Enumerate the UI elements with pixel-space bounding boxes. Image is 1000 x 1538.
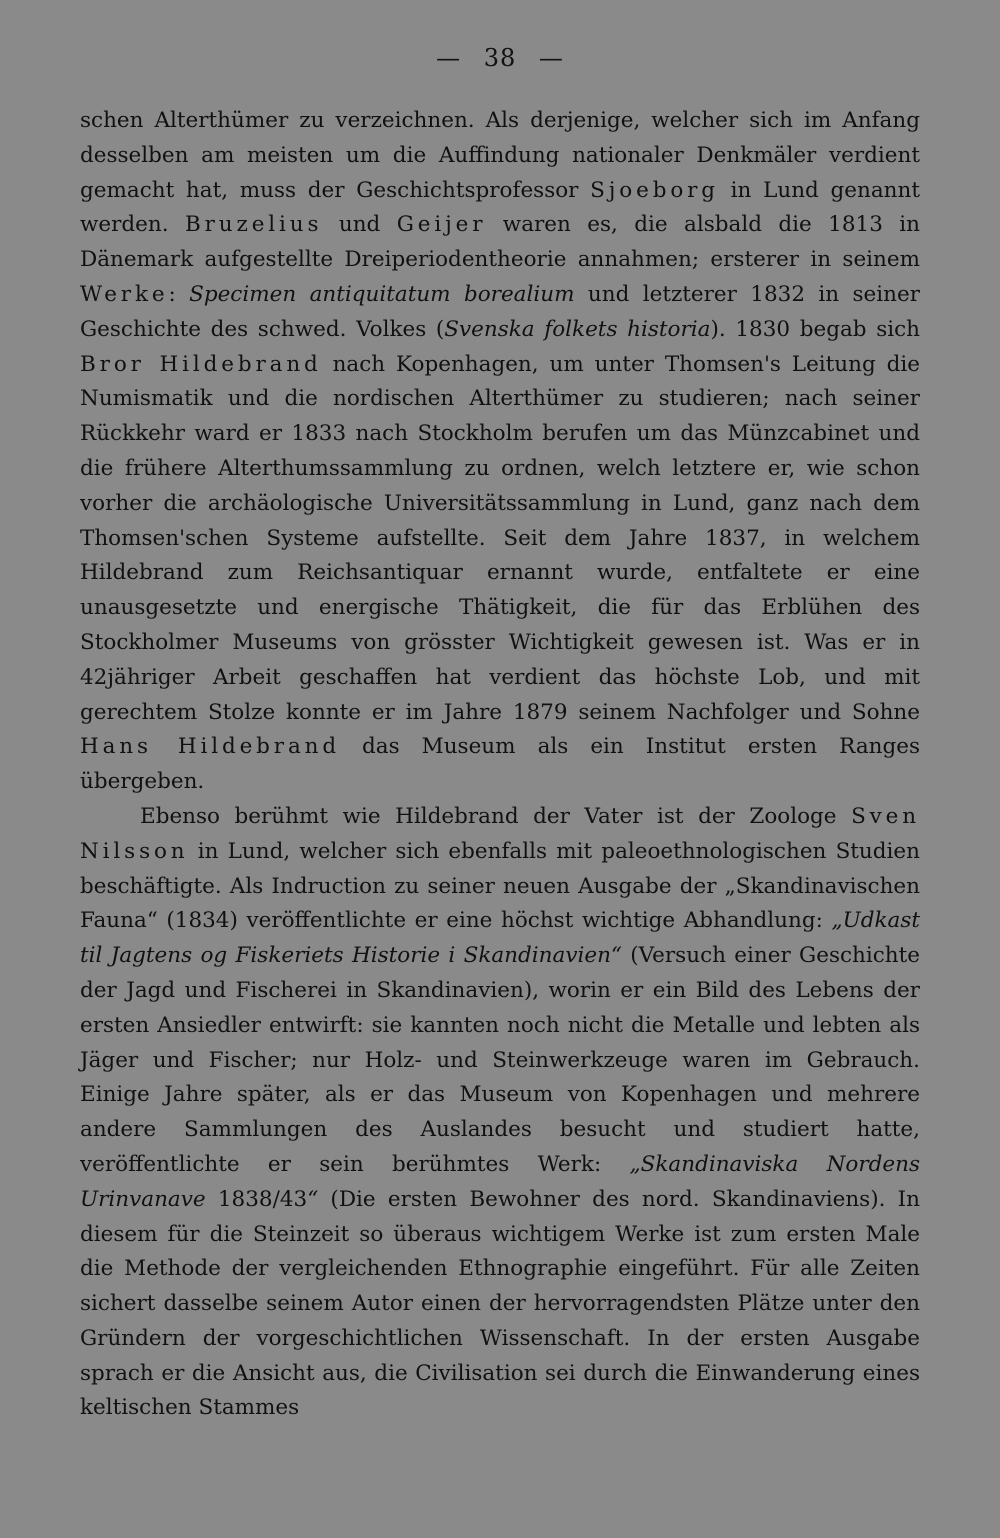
text-run: (Versuch einer Geschichte der Jagd und Fischerei in Skandinavien), worin er ein Bild des Lebens der ersten Ansiedler entwirft: sie kannten noch nicht die Metalle und lebten als Jäger und Fischer; nur Holz- und Steinwerkzeuge waren im Gebrauch. Einige Jahre später, als er das Museum von Kopenhagen und mehrere andere Sammlungen des Auslandes besucht und studiert hatte, veröffentlichte er sein berühmtes Werk: <box>80 943 920 1177</box>
spaced-name: Bror Hildebrand <box>80 351 322 377</box>
text-run: (Die ersten Bewohner des nord. Skandinaviens). In diesem für die Steinzeit so überaus wichtigem Werke ist zum ersten Male die Methode der vergleichenden Ethnographie eingeführt. Für alle Zeiten sichert dasselbe seinem Autor einen der hervorragendsten Plätze unter den Gründern der vorgeschichtlichen Wissenschaft. In der ersten Ausgabe sprach er die Ansicht aus, die Civilisation sei durch die Einwanderung eines keltischen Stammes <box>80 1186 920 1421</box>
page-number <box>80 40 920 76</box>
text-run: 1838/43 <box>205 1186 308 1212</box>
italic-title: „Skandinaviska Nordens Urinvanave <box>80 1151 920 1212</box>
text-run: in Lund, welcher sich ebenfalls mit paleoethnologischen Studien beschäftigte. Als Indruction zu seiner neuen Ausgabe der „Skandinavischen Fauna“ (1834) veröffentlichte er eine höchst wichtige Abhandlung: <box>80 838 920 934</box>
paragraph-1 <box>80 104 920 800</box>
text-run: und letzterer 1832 in seiner Geschichte des schwed. Volkes ( <box>80 281 921 342</box>
text-run: Ebenso berühmt wie Hildebrand der Vater ist der Zoologe <box>140 803 852 829</box>
page-number-value: 38 <box>483 44 517 72</box>
text-run: : <box>168 281 190 307</box>
body-text <box>80 104 920 1426</box>
spaced-name: Hans Hildebrand <box>80 734 340 760</box>
spaced-name: Geijer <box>396 212 487 238</box>
paragraph-2 <box>80 800 920 1426</box>
page-number-dash-left: — <box>436 44 462 72</box>
spaced-name: Bruzelius <box>184 212 323 238</box>
text-run: waren es, die alsbald die 1813 in Dänemark aufgestellte Dreiperiodentheorie annahmen; ersterer in seinem <box>80 212 920 273</box>
text-run: nach Kopenhagen, um unter Thomsen's Leitung die Numismatik und die nordischen Alterthümer zu studieren; nach seiner Rückkehr ward er 1833 nach Stockholm berufen um das Münzcabinet und die frühere Alterthumssammlung zu ordnen, welch letztere er, wie schon vorher die archäologische Universitätssammlung in Lund, ganz nach dem Thomsen'schen Systeme aufstellte. Seit dem Jahre 1837, in welchem Hildebrand zum Reichsantiquar ernannt wurde, entfaltete er eine unausgesetzte und energische Thätigkeit, die für das Erblühen des Stockholmer Museums von grösster Wichtigkeit gewesen ist. Was er in 42jähriger Arbeit geschaffen hat verdient das höchste Lob, und mit gerechtem Stolze konnte er im Jahre 1879 seinem Nachfolger und Sohne <box>80 351 921 725</box>
text-run: und <box>322 212 397 238</box>
italic-title: Specimen antiquitatum borealium <box>189 281 575 307</box>
text-run: ). 1830 begab sich <box>710 316 920 342</box>
document-page <box>80 40 920 1510</box>
spaced-name: Sjoeborg <box>590 177 719 203</box>
text-run: das Museum als ein Institut ersten Ranges übergeben. <box>80 734 921 795</box>
spaced-name: Werke <box>80 281 169 307</box>
text-run: schen Alterthümer zu verzeichnen. Als derjenige, welcher sich im Anfang desselben am meisten um die Auffindung nationaler Denkmäler verdient gemacht hat, muss der Geschichtsprofessor <box>80 108 920 203</box>
italic-title: “ <box>307 1186 319 1212</box>
text-run: in Lund genannt werden. <box>80 177 920 238</box>
italic-title: Svenska folkets historia <box>444 316 711 342</box>
italic-title: „Udkast til Jagtens og Fiskeriets Historie i Skandinavien“ <box>80 908 920 969</box>
page-number-dash-right: — <box>538 44 564 72</box>
spaced-name: Sven Nilsson <box>80 803 920 864</box>
